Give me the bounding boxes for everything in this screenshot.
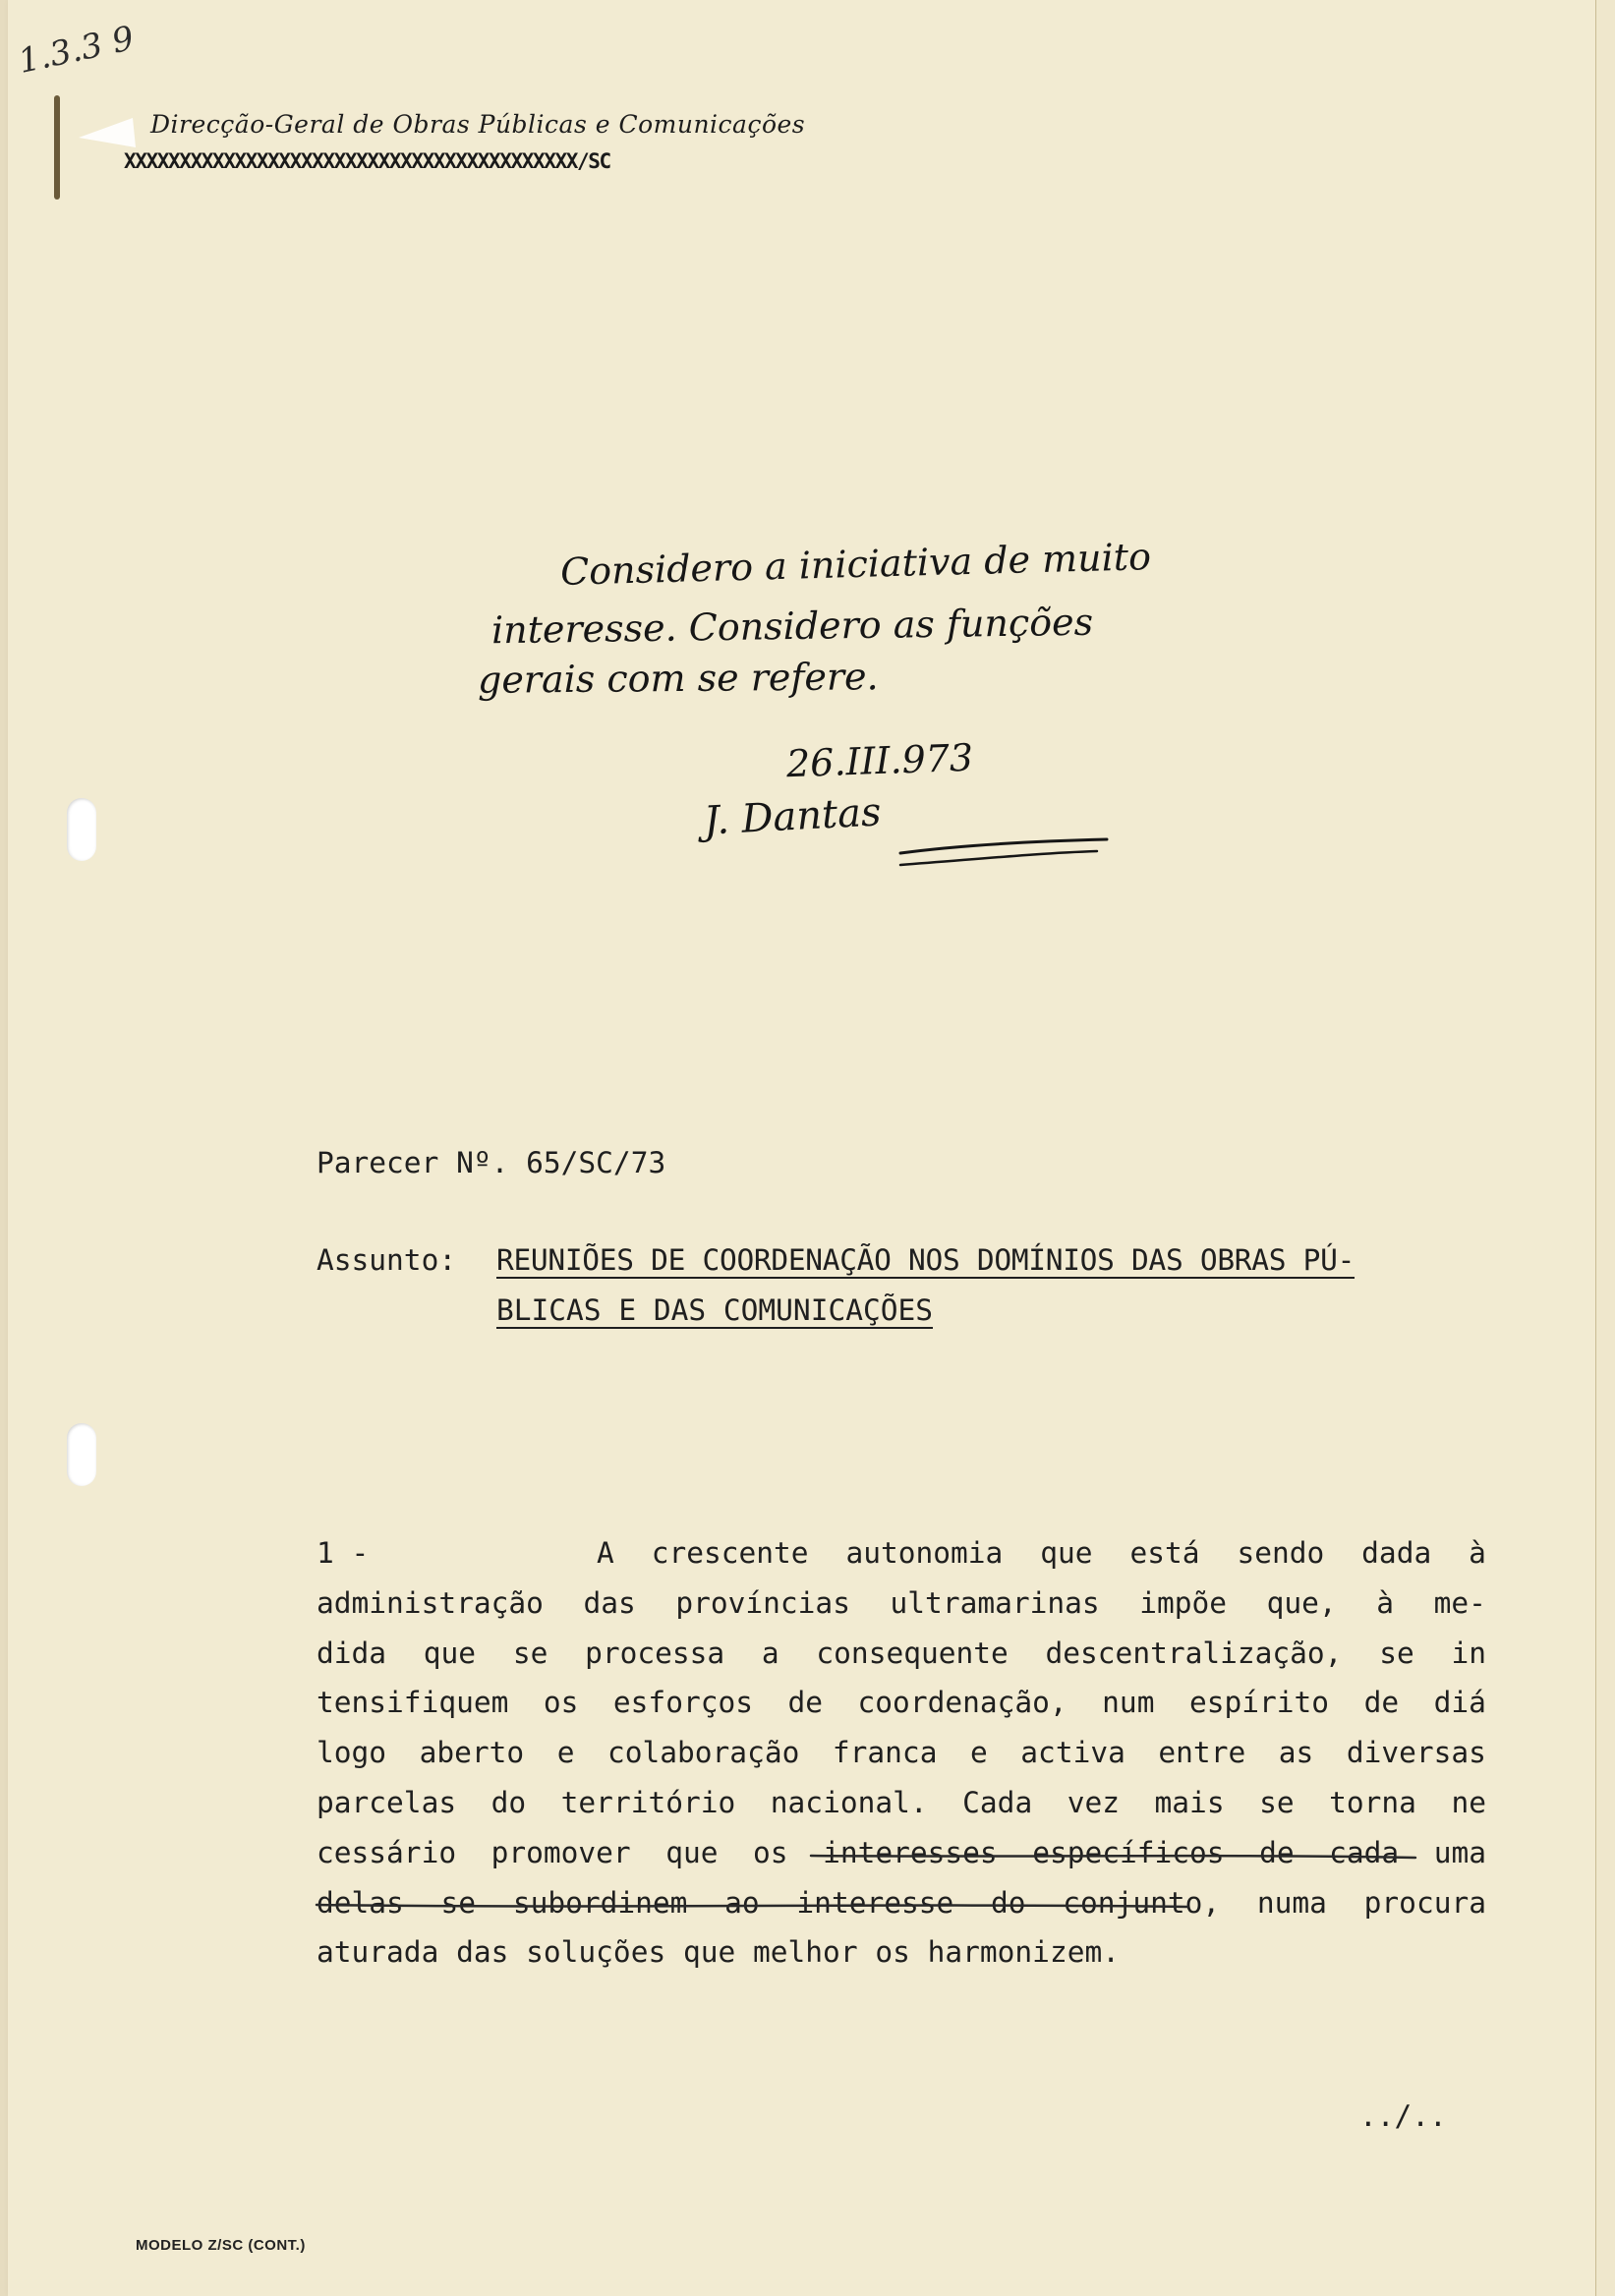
paragraph-word: à [1376, 1585, 1395, 1620]
paragraph-number: 1 - [317, 1536, 370, 1570]
paragraph-word: território [560, 1785, 736, 1819]
file-reference-annotation: 1.3.3 9 [15, 19, 138, 82]
paragraph-word: ne [1451, 1785, 1486, 1819]
paragraph-word: interesse [796, 1885, 954, 1920]
paragraph-word: ao [724, 1885, 760, 1920]
paragraph-line [317, 1778, 1486, 1828]
paragraph-line [317, 1828, 1486, 1878]
paragraph-word: se [512, 1636, 548, 1670]
paragraph-word: de [787, 1686, 824, 1720]
paragraph-word: entre [1158, 1736, 1246, 1770]
paragraph-line [317, 1578, 1486, 1629]
paragraph-word: de [1363, 1686, 1400, 1720]
paragraph-word: se [1259, 1785, 1295, 1819]
paragraph-word: os [753, 1835, 788, 1869]
letterhead-struck-line: XXXXXXXXXXXXXXXXXXXXXXXXXXXXXXXXXXXXXXXXX/SC [124, 149, 610, 173]
paragraph-word: franca [832, 1736, 938, 1770]
paragraph-word: esforços [612, 1686, 753, 1720]
punch-hole-bottom [67, 1423, 96, 1486]
paragraph-word: A [597, 1536, 614, 1570]
paragraph-line [317, 1728, 1486, 1778]
paragraph-word: que, [1266, 1585, 1337, 1620]
parecer-reference: Parecer Nº. 65/SC/73 [317, 1146, 666, 1179]
paragraph-word: in [1451, 1636, 1486, 1670]
page-edge [1595, 0, 1615, 2296]
paragraph-word: se [1379, 1636, 1414, 1670]
paragraph-word: dada [1361, 1536, 1432, 1570]
paragraph-word: e [556, 1736, 575, 1770]
handwritten-note-line-3: gerais com se refere. [477, 655, 879, 702]
paragraph-word: coordenação, [857, 1686, 1067, 1720]
paragraph-word: do [991, 1885, 1026, 1920]
form-code: MODELO Z/SC (CONT.) [136, 2237, 306, 2254]
paragraph-word: sendo [1237, 1536, 1325, 1570]
paragraph-word: aberto [419, 1736, 525, 1770]
paragraph-word: vez [1067, 1785, 1121, 1819]
paragraph-word: cessário [317, 1835, 457, 1869]
paragraph-word: a [761, 1636, 779, 1670]
subject-line-2: BLICAS E DAS COMUNICAÇÕES [496, 1293, 934, 1327]
paragraph-word: nacional. [770, 1785, 928, 1819]
paragraph-word: cada [1329, 1835, 1400, 1869]
paragraph-word: conjunto, [1063, 1885, 1221, 1920]
paragraph-word: de [1259, 1835, 1295, 1869]
handwritten-date: 26.III.973 [785, 735, 974, 786]
paragraph-line [317, 1678, 1486, 1728]
subject-label: Assunto: [317, 1243, 457, 1277]
paragraph-word: autonomia [845, 1536, 1004, 1570]
paragraph-word: está [1129, 1536, 1200, 1570]
paragraph-word: dida [317, 1636, 387, 1670]
handwritten-note-line-2: interesse. Considero as funções [490, 600, 1094, 653]
paragraph-line [317, 1528, 1486, 1578]
paragraph-word: colaboração [606, 1736, 800, 1770]
paragraph-word: Cada [962, 1785, 1033, 1819]
paragraph-word: torna [1329, 1785, 1416, 1819]
paragraph-word: impõe [1139, 1585, 1228, 1620]
letterhead-title: Direcção-Geral de Obras Públicas e Comunicações [150, 110, 806, 139]
body-paragraph [317, 1528, 1486, 1978]
paragraph-word: e [970, 1736, 988, 1770]
paragraph-word: espírito [1188, 1686, 1330, 1720]
paragraph-word: que [423, 1636, 477, 1670]
paragraph-word: descentralização, [1045, 1636, 1343, 1670]
paragraph-word: as [1278, 1736, 1314, 1770]
paragraph-word: tensifiquem [317, 1686, 509, 1720]
paragraph-word: promover [490, 1835, 631, 1869]
paragraph-word: numa [1256, 1885, 1327, 1920]
paragraph-word: logo [317, 1736, 387, 1770]
paragraph-word: que [1040, 1536, 1093, 1570]
paragraph-word: específicos [1032, 1835, 1225, 1869]
paragraph-word: províncias [675, 1585, 850, 1620]
paragraph-word: à [1469, 1536, 1486, 1570]
paragraph-word: interesses [823, 1835, 998, 1869]
paragraph-word: diversas [1346, 1736, 1486, 1770]
handwritten-note-line-1: Considero a iniciativa de muito [559, 535, 1152, 594]
paragraph-word: consequente [816, 1636, 1009, 1670]
paragraph-word: administração [317, 1585, 544, 1620]
paragraph-word: uma [1433, 1835, 1486, 1869]
signature-text: J. Dantas [702, 789, 883, 844]
paragraph-word: num [1102, 1686, 1155, 1720]
paragraph-word: diá [1433, 1686, 1486, 1720]
punch-hole-top [67, 798, 96, 861]
paragraph-word: crescente [651, 1536, 809, 1570]
paragraph-line: aturada das soluções que melhor os harmonizem. [317, 1935, 1120, 1970]
paragraph-word: activa [1020, 1736, 1125, 1770]
paragraph-word: procura [1363, 1885, 1486, 1920]
paragraph-word: do [490, 1785, 527, 1819]
paragraph-word: das [583, 1585, 636, 1620]
subject-line-1: REUNIÕES DE COORDENAÇÃO NOS DOMÍNIOS DAS OBRAS PÚ- [496, 1243, 1355, 1277]
paragraph-word: parcelas [317, 1785, 457, 1819]
signature [702, 789, 1117, 873]
paragraph-word: me- [1433, 1585, 1486, 1620]
paragraph-word: processa [585, 1636, 725, 1670]
paragraph-line [317, 1629, 1486, 1679]
paragraph-word: ultramarinas [890, 1585, 1100, 1620]
paragraph-word: os [543, 1686, 579, 1720]
paragraph-line [317, 1878, 1486, 1928]
paragraph-word: se [440, 1885, 477, 1920]
paragraph-word: mais [1154, 1785, 1225, 1819]
paragraph-word: subordinem [512, 1885, 688, 1920]
paragraph-word: que [665, 1835, 719, 1869]
continuation-mark: ../.. [1359, 2099, 1447, 2133]
paragraph-word: delas [317, 1885, 404, 1920]
